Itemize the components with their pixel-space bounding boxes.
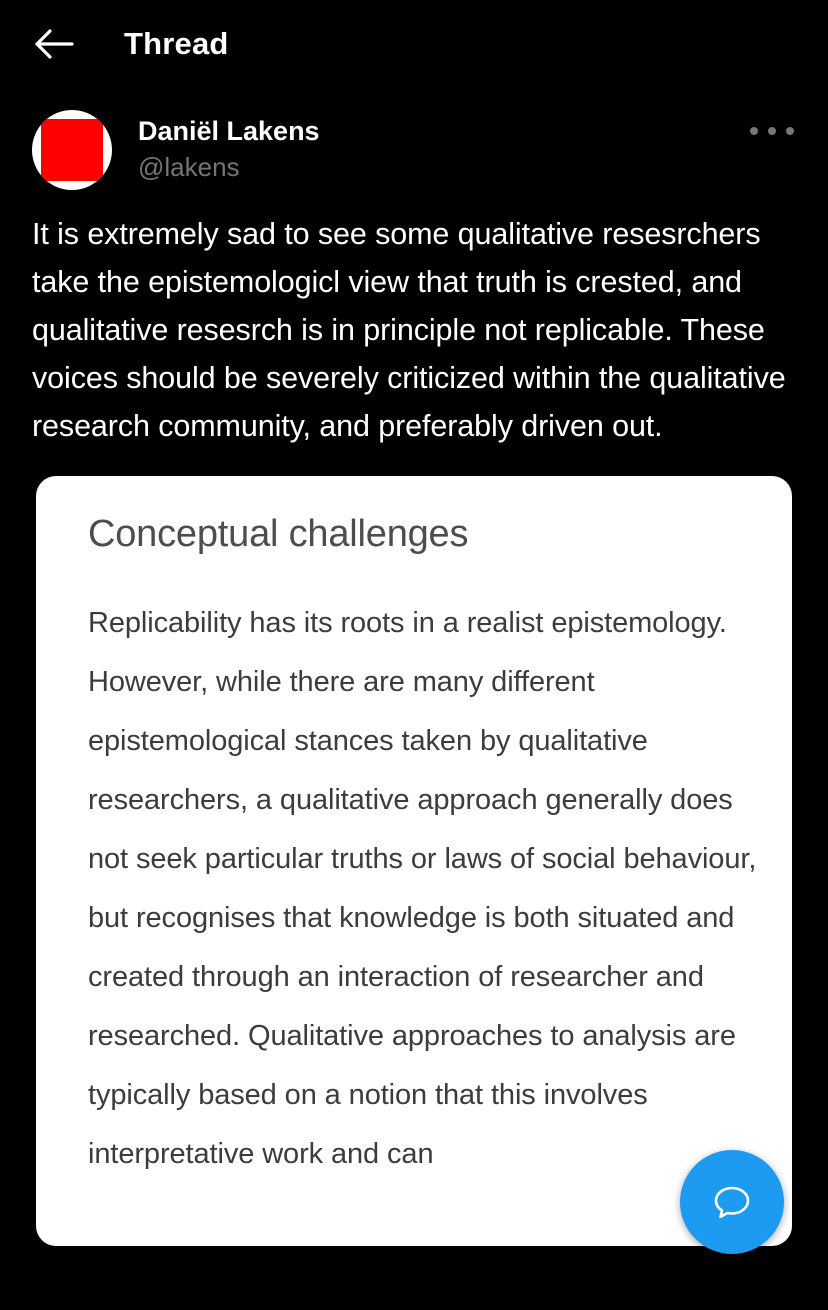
more-options-icon xyxy=(750,127,758,135)
more-options-button[interactable] xyxy=(750,114,794,148)
avatar[interactable] xyxy=(32,110,112,190)
tweet-media-card[interactable] xyxy=(36,476,792,1246)
document-heading: Conceptual challenges xyxy=(88,513,469,555)
arrow-left-icon xyxy=(35,27,75,61)
back-button[interactable] xyxy=(28,17,82,71)
document-body: Replicability has its roots in a realist epistemology. However, while there are many different epistemological stances taken by qualitative researchers, a qualitative approach generally does not seek particular truths or laws of social behaviour, but recognises that knowledge is both situated and created through an interaction of researcher and researched. Qualitative approaches to analysis are typically based on a notion that this involves interpretative work and can xyxy=(88,607,757,1170)
page-title: Thread xyxy=(124,26,229,61)
document-screenshot xyxy=(36,476,792,1184)
chat-fab-button[interactable] xyxy=(680,1150,784,1254)
author-handle[interactable]: @lakens xyxy=(138,152,240,182)
avatar-image xyxy=(41,119,103,181)
author-meta xyxy=(138,110,320,184)
more-options-icon xyxy=(786,127,794,135)
more-options-icon xyxy=(768,127,776,135)
tweet-author-row xyxy=(0,88,828,190)
tweet-text: It is extremely sad to see some qualitative resesrchers take the epistemologicl view that truth is crested, and qualitative resesrch is in principle not replicable. These voices should be severely criticized within the qualitative research community, and preferably driven out. xyxy=(32,217,786,443)
thread-header xyxy=(0,0,828,88)
author-name[interactable]: Daniël Lakens xyxy=(138,116,320,146)
chat-bubble-icon xyxy=(708,1178,756,1226)
